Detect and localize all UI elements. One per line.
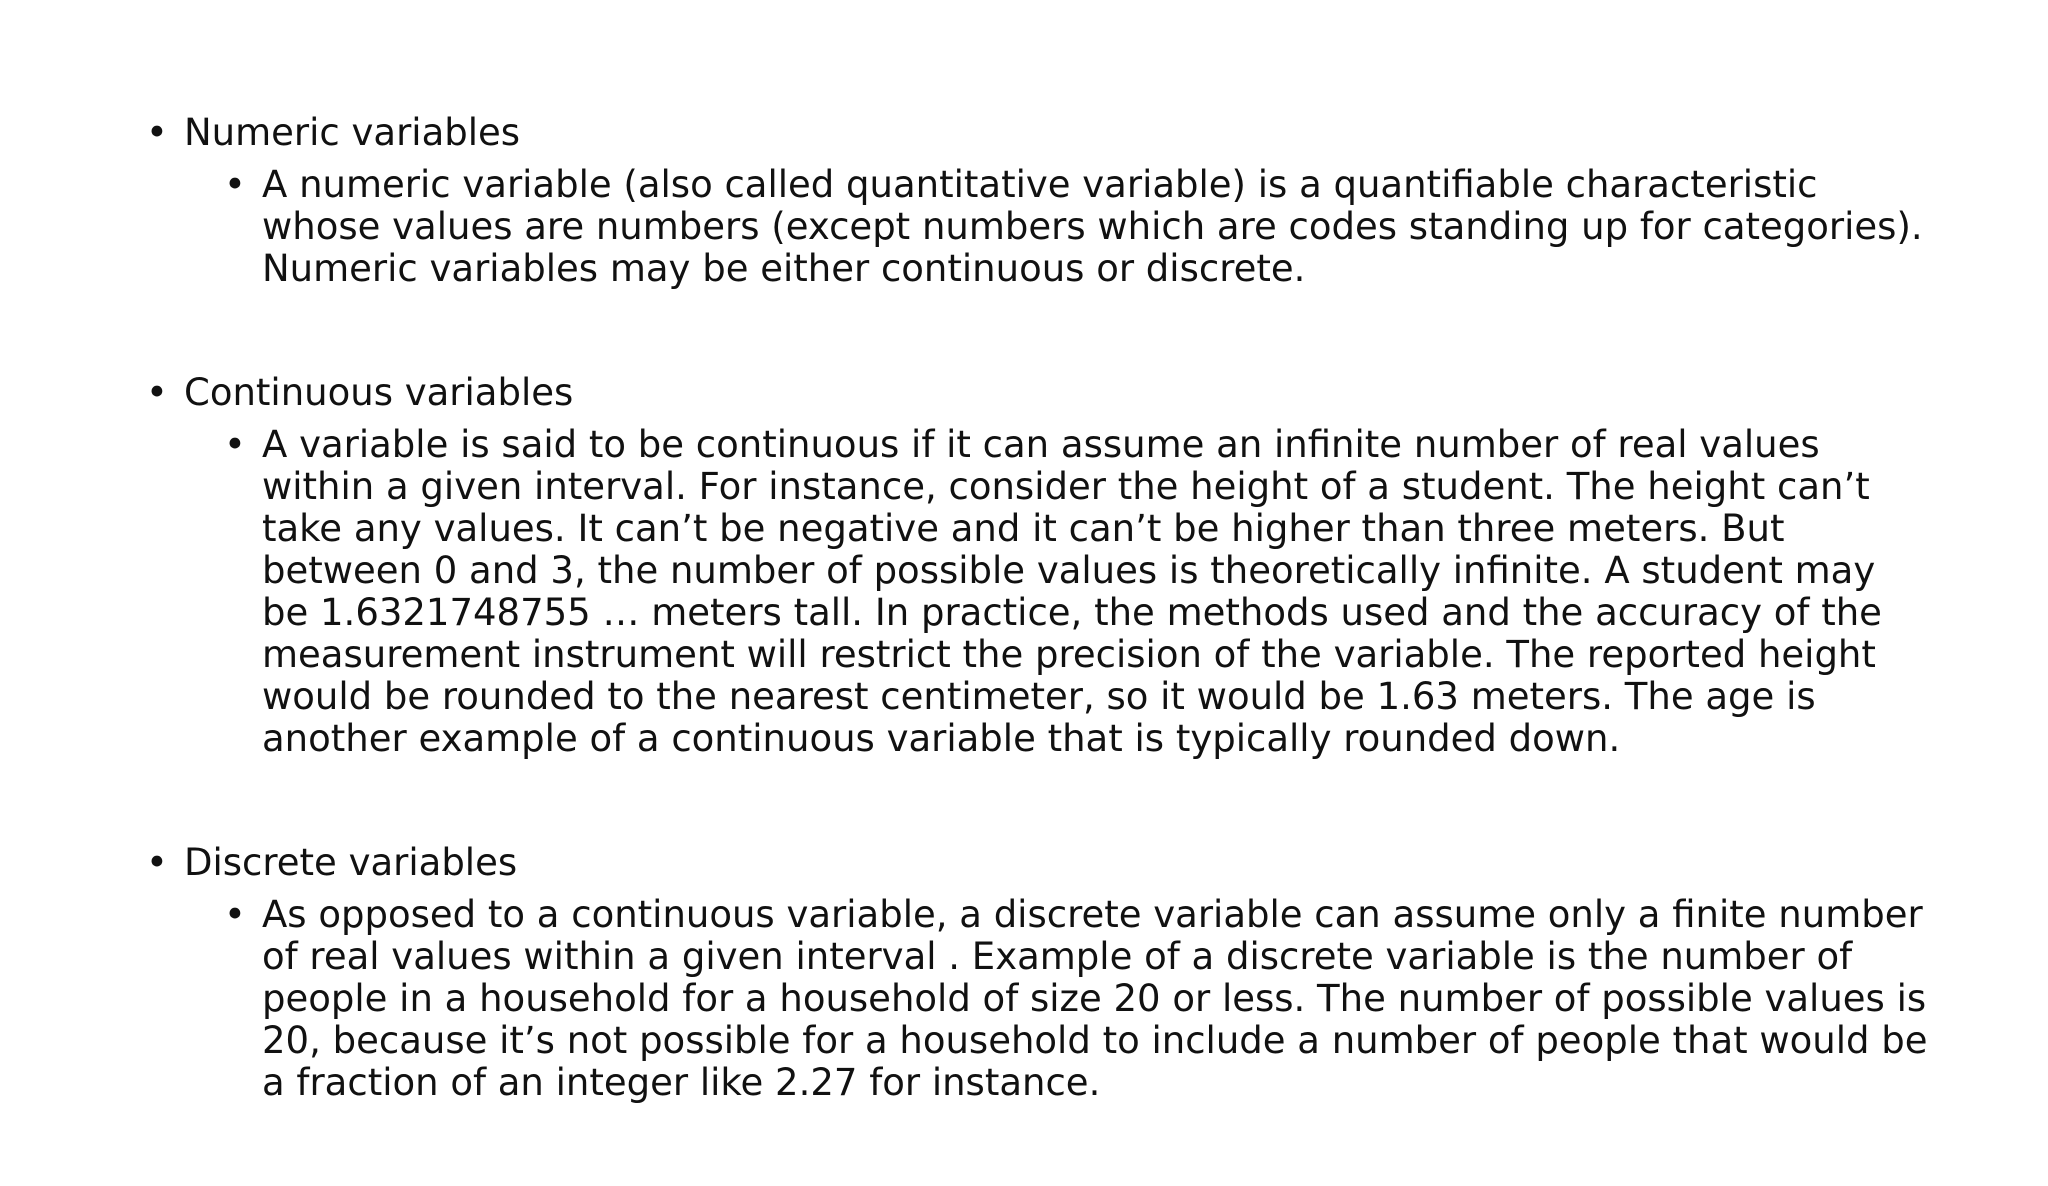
bullet-icon: • (146, 841, 168, 884)
heading-text: Numeric variables (184, 111, 521, 154)
body-text: A variable is said to be continuous if it can assume an infinite number of real values within a given interval. For instance, consider the height of a student. The height can’t take any values. It can’t be negative and it can’t be higher than three meters. But between 0 and 3, the number of possible values is theoretically infinite. A student may be 1.6321748755 … meters tall. In practice, the methods used and the accuracy of the measurement instrument will restrict the precision of the variable. The reported height would be rounded to the nearest centimeter, so it would be 1.63 meters. The age is another example of a continuous variable that is typically rounded down. (262, 423, 1882, 760)
section-numeric-variables (146, 111, 1923, 290)
sub-bullet (224, 424, 1932, 760)
bullet-icon: • (224, 163, 246, 206)
section-discrete-variables (146, 841, 1928, 1104)
bullet-heading (146, 372, 1906, 414)
body-text: As opposed to a continuous variable, a discrete variable can assume only a finite number of real values within a given interval . Example of a discrete variable is the number of people in a household for a household of size 20 or less. The number of possible values is 20, because it’s not possible for a household to include a number of people that would be a fraction of an integer like 2.27 for instance. (262, 893, 1928, 1104)
bullet-icon: • (224, 893, 246, 936)
section-continuous-variables (146, 372, 1906, 760)
sub-bullet (224, 894, 1932, 1104)
sub-bullet (224, 164, 1932, 290)
bullet-icon: • (146, 371, 168, 414)
bullet-heading (146, 842, 1906, 884)
bullet-icon: • (146, 111, 168, 154)
slide-content (146, 111, 1928, 1186)
heading-text: Discrete variables (184, 841, 518, 884)
bullet-heading (146, 112, 1906, 154)
bullet-icon: • (224, 423, 246, 466)
heading-text: Continuous variables (184, 371, 574, 414)
body-text: A numeric variable (also called quantitative variable) is a quantifiable characteristic whose values are numbers (except numbers which are codes standing up for categories). Numeric variables may be either continuous or discrete. (262, 163, 1923, 290)
